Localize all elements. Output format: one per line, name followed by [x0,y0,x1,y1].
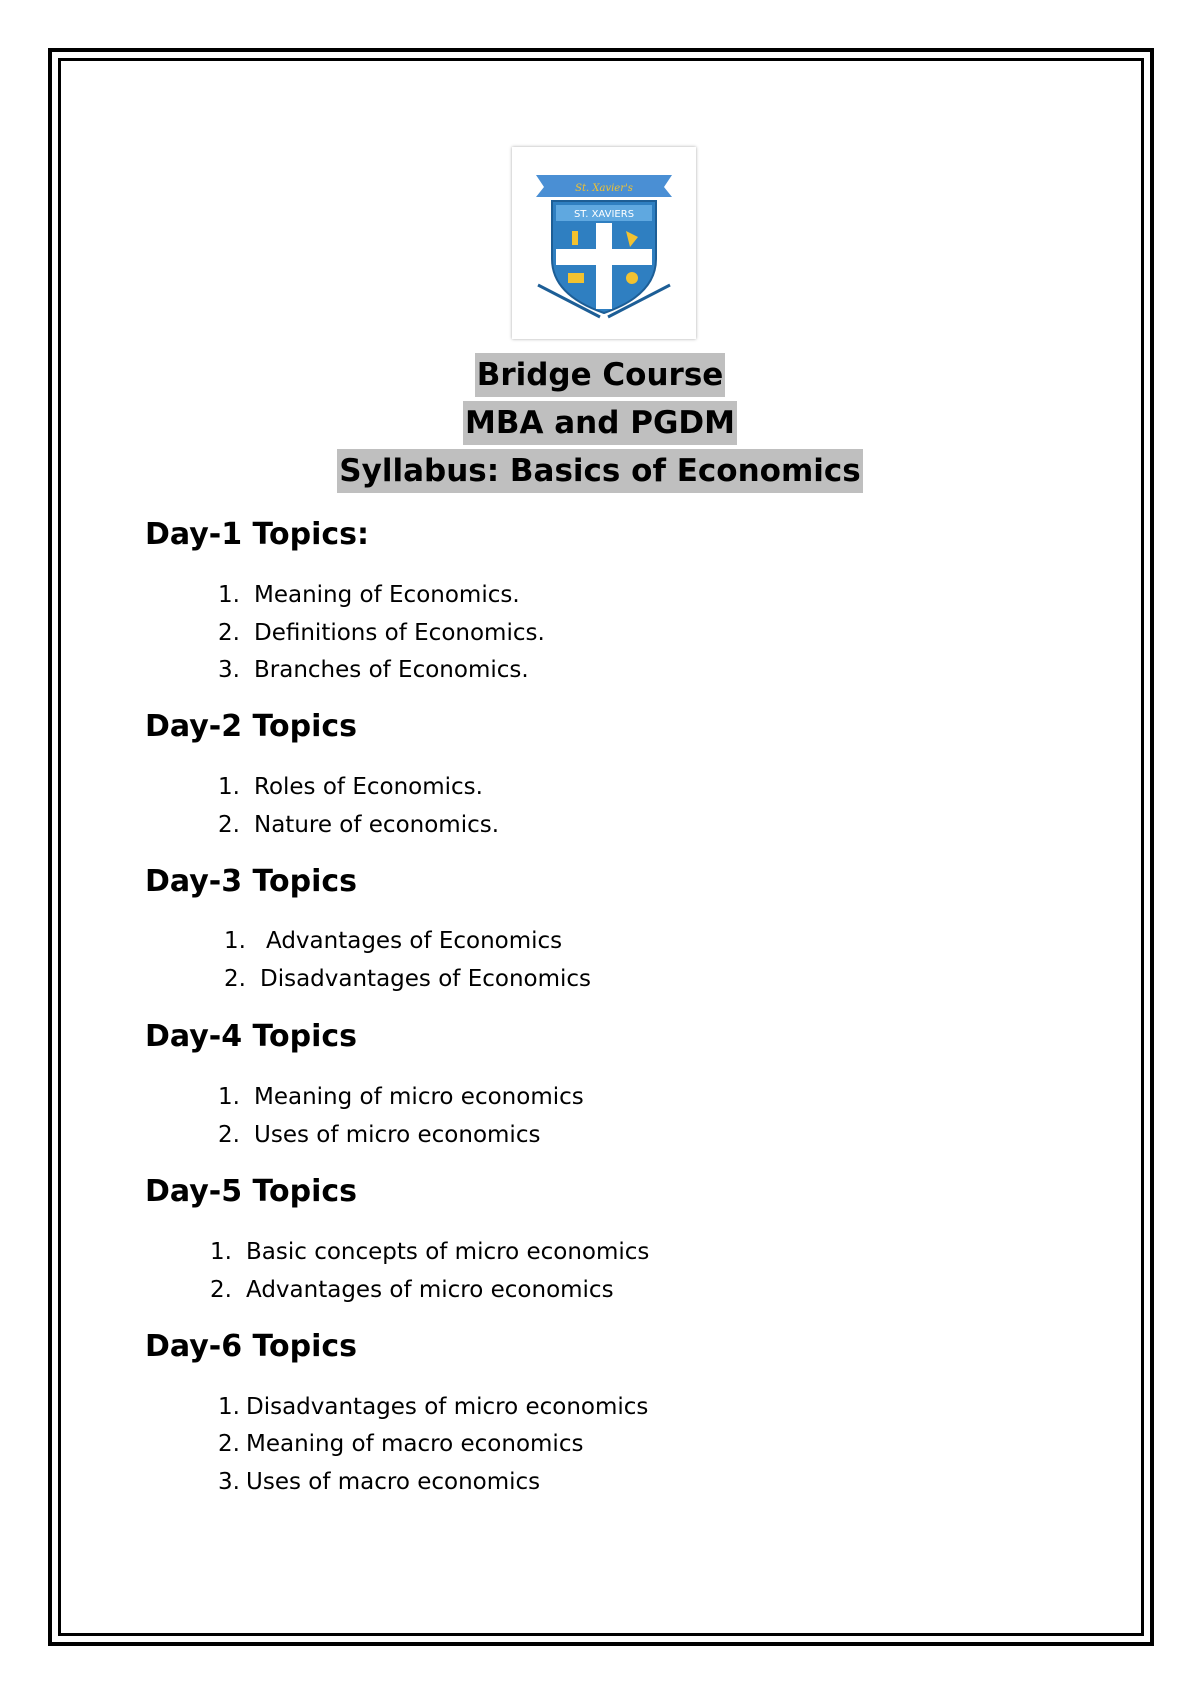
list-item: 1. Disadvantages of micro economics [218,1394,649,1420]
list-item: 2. Uses of micro economics [218,1122,541,1148]
list-item: 1. Advantages of Economics [224,928,563,954]
list-item: 2. Definitions of Economics. [218,620,545,646]
day-2-heading: Day-2 Topics [145,709,358,744]
day-1-heading: Day-1 Topics: [145,517,370,552]
day-5-heading: Day-5 Topics [145,1174,358,1209]
list-item: 3. Branches of Economics. [218,657,529,683]
shield-crest-icon [530,167,678,319]
day-3-heading: Day-3 Topics [145,864,358,899]
list-item: 1. Meaning of Economics. [218,582,520,608]
list-item: 2. Disadvantages of Economics [224,966,592,992]
day-4-heading: Day-4 Topics [145,1019,358,1054]
title-program: MBA and PGDM [0,401,1200,445]
day-6-heading: Day-6 Topics [145,1329,358,1364]
list-item: 1. Basic concepts of micro economics [210,1239,650,1265]
logo-banner-text: St. Xavier's [575,183,633,194]
list-item: 2. Advantages of micro economics [210,1277,614,1303]
list-item: 2. Nature of economics. [218,812,500,838]
logo-shield-text: ST. XAVIERS [573,209,635,220]
title-syllabus: Syllabus: Basics of Economics [0,449,1200,493]
list-item: 1. Meaning of micro economics [218,1084,584,1110]
title-bridge-course: Bridge Course [0,353,1200,397]
list-item: 2. Meaning of macro economics [218,1431,584,1457]
list-item: 1. Roles of Economics. [218,774,483,800]
college-logo [512,147,696,339]
list-item: 3. Uses of macro economics [218,1469,541,1495]
